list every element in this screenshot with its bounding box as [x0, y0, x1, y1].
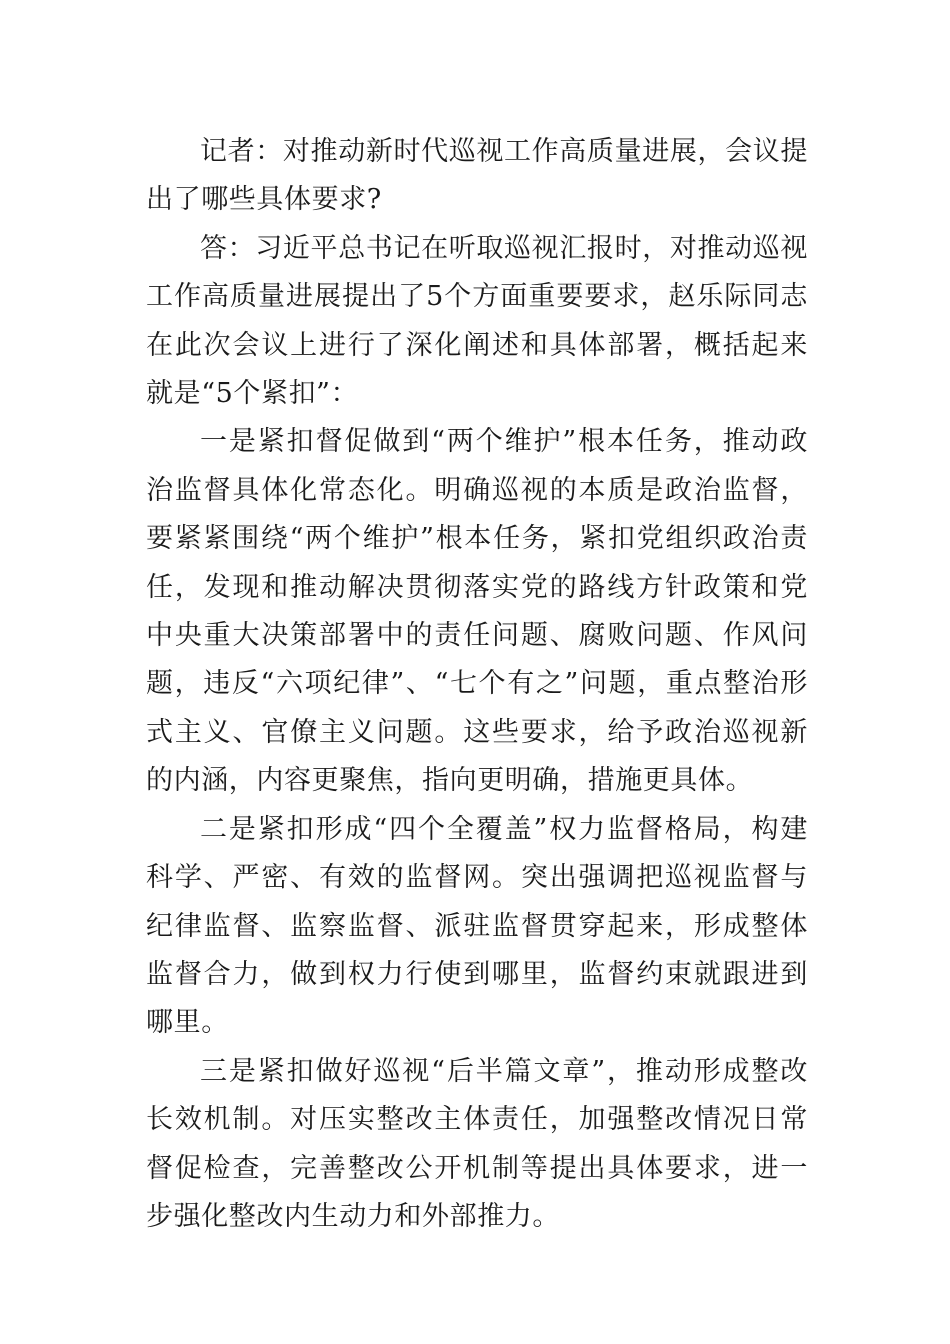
paragraph-point-three: 三是紧扣做好巡视“后半篇文章”，推动形成整改长效机制。对压实整改主体责任，加强整改情况日常督促检查，完善整改公开机制等提出具体要求，进一步强化整改内生动力和外部推力。 — [146, 1055, 808, 1232]
paragraph-point-two: 二是紧扣形成“四个全覆盖”权力监督格局，构建科学、严密、有效的监督网。突出强调把巡视监督与纪律监督、监察监督、派驻监督贯穿起来，形成整体监督合力，做到权力行使到哪里，监督约束就跟进到哪里。 — [146, 813, 808, 1039]
paragraph-question: 记者：对推动新时代巡视工作高质量进展，会议提出了哪些具体要求? — [146, 136, 808, 216]
paragraph-point-one: 一是紧扣督促做到“两个维护”根本任务，推动政治监督具体化常态化。明确巡视的本质是政治监督，要紧紧围绕“两个维护”根本任务，紧扣党组织政治责任，发现和推动解决贯彻落实党的路线方针政策和党中央重大决策部署中的责任问题、腐败问题、作风问题，违反“六项纪律”、“七个有之”问题，重点整治形式主义、官僚主义问题。这些要求，给予政治巡视新的内涵，内容更聚焦，指向更明确，措施更具体。 — [146, 426, 808, 797]
paragraph-answer: 答：习近平总书记在听取巡视汇报时，对推动巡视工作高质量进展提出了5个方面重要要求，赵乐际同志在此次会议上进行了深化阐述和具体部署，概括起来就是“5个紧扣”： — [146, 232, 808, 410]
document-body — [146, 128, 808, 1241]
